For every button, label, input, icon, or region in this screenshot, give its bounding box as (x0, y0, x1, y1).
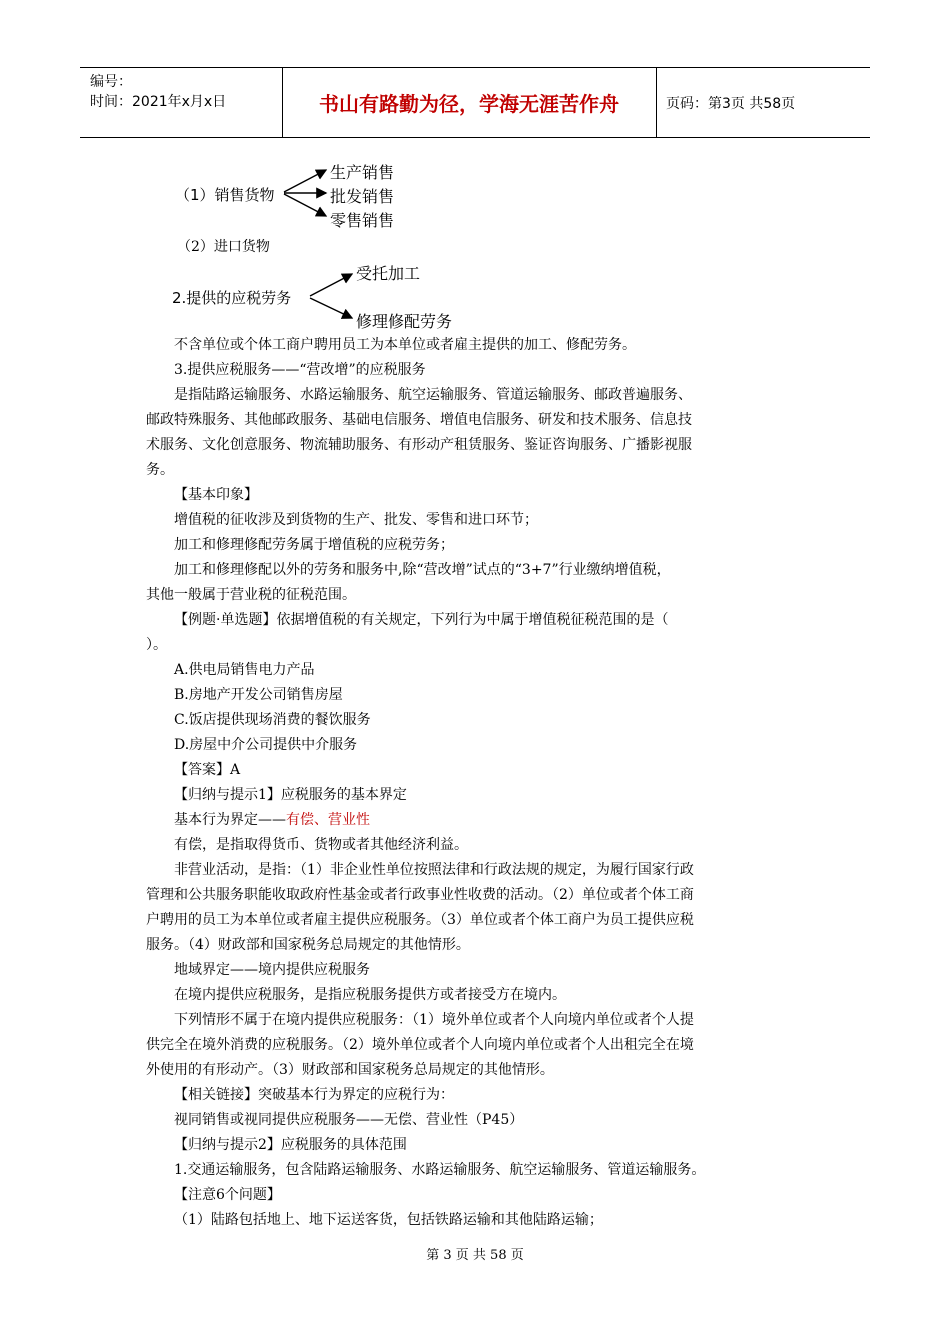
paragraph: 3.提供应税服务——“营改增”的应税服务 (174, 362, 426, 378)
section-title: 【基本印象】 (174, 487, 258, 503)
diagram2-branch: 修理修配劳务 (356, 312, 453, 331)
number-label: 编号： (90, 74, 132, 90)
header-motto: 书山有路勤为径，学海无涯苦作舟 (319, 92, 619, 116)
arrow-line (310, 274, 352, 296)
option-a: A.供电局销售电力产品 (174, 662, 315, 678)
paragraph: 1.交通运输服务，包含陆路运输服务、水路运输服务、航空运输服务、管道运输服务。 (174, 1162, 706, 1178)
paragraph: 增值税的征收涉及到货物的生产、批发、零售和进口环节； (174, 512, 538, 528)
paragraph-line: 供完全在境外消费的应税服务。（2）境外单位或者个人向境内单位或者个人出租完全在境 (146, 1037, 694, 1053)
paragraph-line: 加工和修理修配以外的劳务和服务中,除“营改增”试点的“3+7”行业缴纳增值税， (174, 562, 671, 578)
paragraph-line: 邮政特殊服务、其他邮政服务、基础电信服务、增值电信服务、研发和技术服务、信息技 (146, 412, 692, 428)
diagram1-branch: 批发销售 (330, 187, 395, 206)
arrow-line (310, 298, 352, 318)
arrow-line (284, 194, 326, 216)
section-title: 【归纳与提示2】应税服务的具体范围 (174, 1137, 407, 1153)
paragraph-line: 是指陆路运输服务、水路运输服务、航空运输服务、管道运输服务、邮政普遍服务、 (174, 387, 692, 403)
option-b: B.房地产开发公司销售房屋 (174, 687, 343, 703)
diagram2-root: 2.提供的应税劳务 (172, 289, 292, 307)
paragraph: 有偿，是指取得货币、货物或者其他经济利益。 (174, 837, 468, 853)
section-title: 地域界定——境内提供应税服务 (174, 962, 370, 978)
page-footer: 第 3 页 共 58 页 (426, 1248, 524, 1263)
paragraph-line: 户聘用的员工为本单位或者雇主提供应税服务。（3）单位或者个体工商户为员工提供应税 (146, 912, 694, 928)
option-d: D.房屋中介公司提供中介服务 (174, 737, 358, 753)
paragraph: 视同销售或视同提供应税服务——无偿、营业性（P45） (174, 1112, 524, 1128)
basic-definition-prefix: 基本行为界定—— (174, 812, 286, 828)
section-title: 【相关链接】突破基本行为界定的应税行为： (174, 1087, 454, 1103)
paragraph-line: 务。 (146, 462, 174, 478)
header-page-label: 页码：第3页 共58页 (666, 95, 796, 112)
diagram1-root: （1）销售货物 (175, 186, 275, 204)
basic-definition-highlight: 有偿、营业性 (286, 812, 370, 828)
date-label: 时间：2021年x月x日 (90, 94, 227, 110)
answer: 【答案】A (174, 762, 241, 778)
section-title: 【注意6个问题】 (174, 1187, 281, 1203)
import-goods: （2）进口货物 (177, 239, 270, 255)
basic-definition (146, 808, 810, 833)
diagram2-branch: 受托加工 (356, 264, 421, 283)
paragraph-line: 管理和公共服务职能收取政府性基金或者行政事业性收费的活动。（2）单位或者个体工商 (146, 887, 694, 903)
diagram1-branch: 生产销售 (330, 163, 395, 182)
example-question: 【例题·单选题】依据增值税的有关规定，下列行为中属于增值税征税范围的是（ (174, 612, 669, 628)
paragraph: 在境内提供应税服务，是指应税服务提供方或者接受方在境内。 (174, 987, 566, 1003)
paragraph-line: 其他一般属于营业税的征税范围。 (146, 587, 356, 603)
paragraph-line: 服务。（4）财政部和国家税务总局规定的其他情形。 (146, 937, 470, 953)
arrow-line (284, 170, 326, 192)
section-title: 【归纳与提示1】应税服务的基本界定 (174, 787, 407, 803)
paragraph: （1）陆路包括地上、地下运送客货，包括铁路运输和其他陆路运输； (174, 1212, 603, 1228)
paragraph-line: 非营业活动，是指：（1）非企业性单位按照法律和行政法规的规定，为履行国家行政 (174, 862, 694, 878)
paragraph: 不含单位或个体工商户聘用员工为本单位或者雇主提供的加工、修配劳务。 (174, 337, 636, 353)
diagram1-branch: 零售销售 (330, 211, 395, 230)
example-question: ）。 (146, 637, 167, 653)
paragraph-line: 外使用的有形动产。（3）财政部和国家税务总局规定的其他情形。 (146, 1062, 554, 1078)
diagram-arrows (0, 0, 950, 340)
paragraph-line: 术服务、文化创意服务、物流辅助服务、有形动产租赁服务、鉴证咨询服务、广播影视服 (146, 437, 692, 453)
paragraph-line: 下列情形不属于在境内提供应税服务：（1）境外单位或者个人向境内单位或者个人提 (174, 1012, 694, 1028)
paragraph: 加工和修理修配劳务属于增值税的应税劳务； (174, 537, 454, 553)
option-c: C.饭店提供现场消费的餐饮服务 (174, 712, 371, 728)
